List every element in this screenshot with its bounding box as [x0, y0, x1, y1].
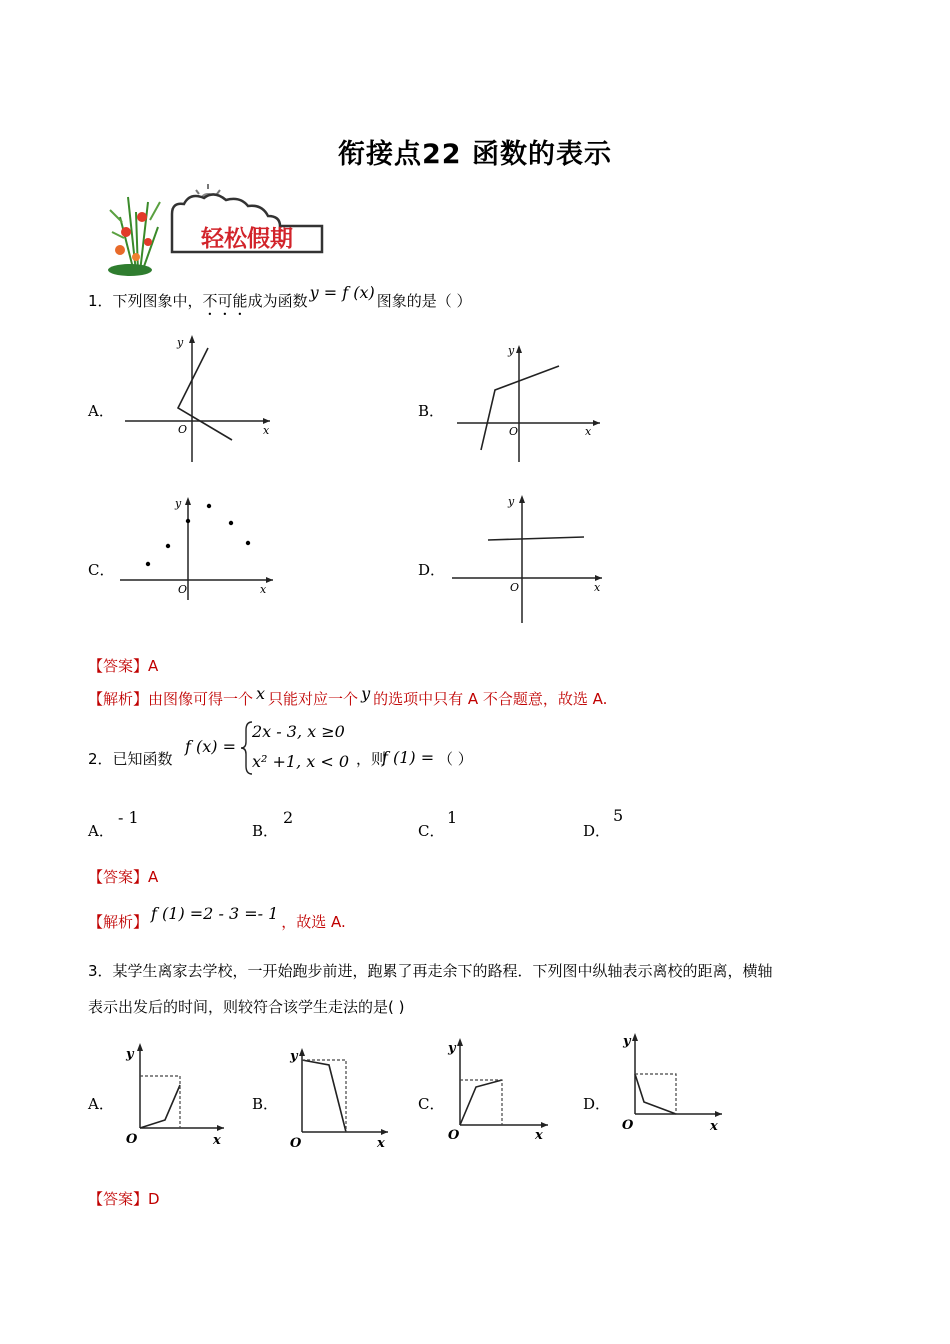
origin-label: O [178, 423, 188, 436]
question-1-stem: 1．下列图象中，不可能成为函数 y = f (x) 图象的是（ ） [88, 283, 472, 310]
q3-option-a-label: A． [88, 1095, 114, 1113]
q1-graph-a [120, 330, 280, 465]
x-axis-label: x [260, 583, 267, 596]
graph-line [140, 1085, 180, 1128]
q1-graph-b [455, 340, 605, 465]
q2-option-a-label: A． [88, 822, 114, 840]
q3-option-d-label: D． [583, 1095, 611, 1113]
y-axis-label: y [126, 1047, 134, 1062]
x-axis-label: x [377, 1136, 385, 1151]
y-axis-label: y [290, 1049, 298, 1064]
graph-line [635, 1074, 676, 1114]
y-axis-label: y [508, 495, 515, 508]
q2-prefix: 2．已知函数 [88, 750, 173, 768]
y-axis-label: y [175, 497, 182, 510]
graph-line [481, 366, 559, 450]
x-axis-label: x [594, 581, 601, 594]
q2-option-d-label: D． [583, 822, 611, 840]
q2-analysis: 【解析】 f (1) =2 - 3 =- 1 ，故选 A. [88, 904, 346, 931]
y-axis-label: y [623, 1034, 631, 1049]
q1-graph-c [118, 492, 280, 602]
q3-answer: 【答案】D [88, 1190, 160, 1208]
q3-option-c-label: C． [418, 1095, 445, 1113]
q2-option-c-value: 1 [447, 808, 458, 827]
q1-option-c-label: C． [88, 561, 115, 579]
origin-label: O [290, 1136, 302, 1151]
graph-line [460, 1080, 502, 1125]
piecewise-case-1: 2x - 3, x ≥0 [252, 722, 345, 741]
y-axis-label: y [448, 1041, 456, 1056]
function-notation: y = f (x) [309, 283, 375, 302]
origin-label: O [509, 425, 519, 438]
x-axis-label: x [710, 1119, 718, 1134]
q3-option-b-label: B． [252, 1095, 279, 1113]
flower-illustration [108, 197, 160, 276]
origin-label: O [178, 583, 188, 596]
q3-graph-c [442, 1035, 554, 1147]
q2-then: ，则 [356, 750, 387, 768]
q3-graph-b [284, 1045, 394, 1155]
q1-option-d-label: D． [418, 561, 446, 579]
piecewise-case-2: x² +1, x < 0 [252, 752, 350, 771]
q2-paren: （ ） [438, 750, 473, 768]
q3-graph-a [120, 1040, 230, 1150]
banner-text: 轻松假期 [201, 225, 293, 252]
dashed-guide [140, 1076, 180, 1128]
q2-option-c-label: C． [418, 822, 445, 840]
q2-option-b-label: B． [252, 822, 279, 840]
x-axis-label: x [535, 1128, 543, 1143]
origin-label: O [448, 1128, 460, 1143]
x-axis-label: x [263, 424, 270, 437]
q2-option-d-value: 5 [613, 806, 624, 825]
holiday-banner [100, 172, 330, 280]
q2-option-a-value: - 1 [118, 808, 139, 827]
x-axis-label: x [213, 1133, 221, 1148]
page-title: 衔接点22 函数的表示 [338, 139, 612, 170]
q3-stem-line-1: 3．某学生离家去学校，一开始跑步前进，跑累了再走余下的路程．下列图中纵轴表示离校的距离，横轴 [88, 962, 773, 980]
q1-analysis: 【解析】由图像可得一个 x 只能对应一个 y 的选项中只有 A 不合题意，故选 A. [88, 684, 608, 708]
q1-answer: 【答案】A [88, 657, 159, 675]
emphasis-text: 不可能 [202, 292, 248, 310]
x-axis-label: x [585, 425, 592, 438]
y-axis-label: y [177, 336, 184, 349]
graph-line [302, 1060, 346, 1132]
q2-f1: f (1) = [382, 748, 435, 767]
dashed-guide [460, 1080, 502, 1125]
q1-option-b-label: B． [418, 402, 445, 420]
q1-option-a-label: A． [88, 402, 114, 420]
q3-stem-line-2: 表示出发后的时间，则较符合该学生走法的是( ) [88, 998, 405, 1016]
origin-label: O [510, 581, 520, 594]
q2-answer: 【答案】A [88, 868, 159, 886]
dashed-guide [302, 1060, 346, 1132]
q2-function-lhs: f (x) = [185, 737, 237, 756]
q3-graph-d [618, 1030, 730, 1142]
q1-graph-d [450, 490, 610, 625]
origin-label: O [126, 1132, 138, 1147]
scatter-points [146, 504, 250, 566]
graph-line [488, 537, 584, 540]
q2-option-b-value: 2 [283, 808, 294, 827]
y-axis-label: y [508, 344, 515, 357]
origin-label: O [622, 1118, 634, 1133]
